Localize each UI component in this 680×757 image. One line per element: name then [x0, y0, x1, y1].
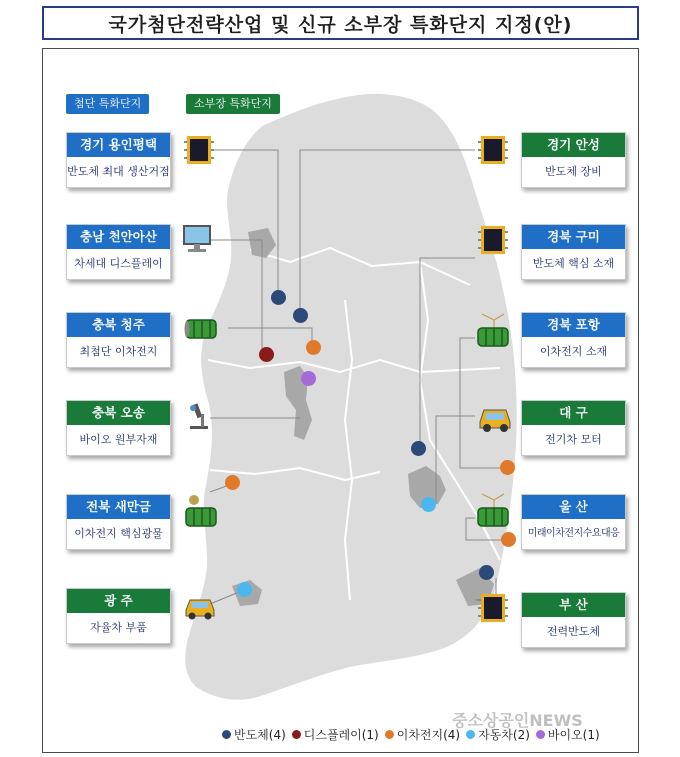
- card-region: 경기 안성: [522, 133, 625, 157]
- legend-item: 디스플레이(1): [292, 726, 379, 743]
- dot-bio-osong: [301, 371, 316, 386]
- dot-display-cheonan: [259, 347, 274, 362]
- legend-swatch: [385, 730, 394, 739]
- legend-swatch: [292, 730, 301, 739]
- card-desc: 바이오 원부자재: [79, 433, 158, 446]
- card-region: 대 구: [522, 401, 625, 425]
- card-chungbuk-osong: [66, 400, 171, 456]
- card-chungnam-cheonan: [66, 224, 171, 280]
- card-region: 광 주: [67, 589, 170, 613]
- dot-battery-pohang: [500, 460, 515, 475]
- battery-icon: [182, 316, 220, 342]
- dot-semiconductor-yongin: [271, 290, 286, 305]
- legend-swatch: [536, 730, 545, 739]
- card-region: 부 산: [522, 593, 625, 617]
- card-desc: 전기차 모터: [545, 433, 602, 446]
- card-chungbuk-cheongju: [66, 312, 171, 368]
- battery-icon: [182, 494, 220, 530]
- card-region: 경기 용인평택: [67, 133, 170, 157]
- legend-swatch: [466, 730, 475, 739]
- car-icon: [182, 592, 218, 622]
- battery-icon: [474, 310, 514, 350]
- title-text: 국가첨단전략산업 및 신규 소부장 특화단지 지정(안): [108, 13, 573, 36]
- card-gyeonggi-anseong: [521, 132, 626, 188]
- card-daegu: [521, 400, 626, 456]
- chip-icon: [476, 590, 510, 626]
- dot-automotive-gwangju: [237, 582, 252, 597]
- dot-semiconductor-anseong: [293, 308, 308, 323]
- chip-icon: [476, 222, 510, 258]
- card-gyeongbuk-gumi: [521, 224, 626, 280]
- card-desc: 반도체 최대 생산거점: [67, 165, 170, 178]
- card-desc: 반도체 장비: [545, 165, 602, 178]
- battery-icon: [474, 490, 514, 530]
- car-icon: [476, 402, 516, 436]
- category-legend: [222, 726, 600, 743]
- card-gwangju: [66, 588, 171, 644]
- card-desc: 차세대 디스플레이: [74, 257, 163, 270]
- card-desc: 자율차 부품: [90, 621, 147, 634]
- map-landmass: [184, 93, 518, 701]
- dot-semiconductor-busan: [479, 565, 494, 580]
- card-desc: 최첨단 이차전지: [79, 345, 158, 358]
- card-gyeongbuk-pohang: [521, 312, 626, 368]
- card-busan: [521, 592, 626, 648]
- legend-parts-tag: 소부장 특화단지: [186, 94, 280, 114]
- legend-item: 바이오(1): [536, 726, 600, 743]
- card-region: 충남 천안아산: [67, 225, 170, 249]
- card-desc: 반도체 핵심 소재: [532, 257, 615, 270]
- monitor-icon: [180, 222, 214, 256]
- card-desc: 미래이차전지수요대응: [527, 528, 620, 539]
- card-region: 충북 청주: [67, 313, 170, 337]
- card-region: 울 산: [522, 495, 625, 519]
- card-gyeonggi-yongin: [66, 132, 171, 188]
- card-region: 경북 포항: [522, 313, 625, 337]
- card-ulsan: [521, 494, 626, 550]
- dot-semiconductor-gumi: [411, 441, 426, 456]
- card-desc: 이차전지 소재: [539, 345, 608, 358]
- dot-automotive-daegu: [421, 497, 436, 512]
- card-region: 전북 새만금: [67, 495, 170, 519]
- card-region: 충북 오송: [67, 401, 170, 425]
- chip-icon: [476, 132, 510, 168]
- legend-item: 반도체(4): [222, 726, 286, 743]
- card-region: 경북 구미: [522, 225, 625, 249]
- dot-battery-ulsan: [501, 532, 516, 547]
- dot-battery-cheongju: [306, 340, 321, 355]
- legend-item: 자동차(2): [466, 726, 530, 743]
- legend-item: 이차전지(4): [385, 726, 460, 743]
- legend-swatch: [222, 730, 231, 739]
- card-desc: 전력반도체: [546, 625, 601, 638]
- watermark-logo: 중소상공인NEWS: [452, 711, 583, 730]
- card-jeonbuk-saemangeum: [66, 494, 171, 550]
- card-desc: 이차전지 핵심광물: [74, 527, 163, 540]
- microscope-icon: [184, 400, 212, 432]
- legend-advanced-tag: 첨단 특화단지: [66, 94, 149, 114]
- chip-icon: [182, 132, 216, 168]
- dot-battery-saemangeum: [225, 475, 240, 490]
